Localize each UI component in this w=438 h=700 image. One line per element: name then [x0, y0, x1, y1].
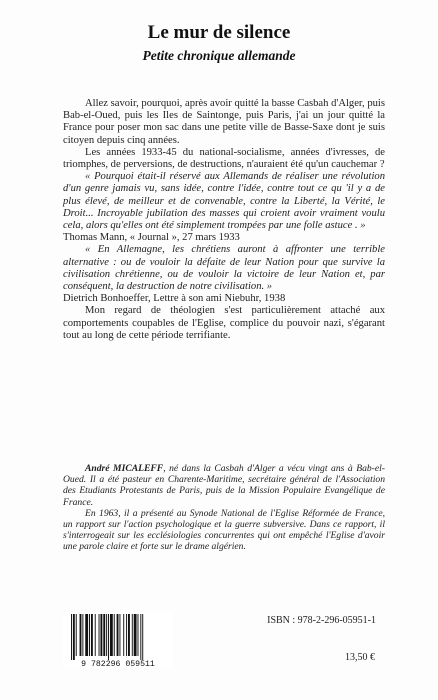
- bio-paragraph-2: En 1963, il a présenté au Synode National de l'Eglise Réformée de France, un rapport sur l'action psychologique et la guerre subversive. Dans ce rapport, il s'interrogeait sur les ecclésiologies concurrentes qui ont empêché l'Eglise d'avoir une parole claire et forte sur le drame algérien.: [63, 507, 385, 553]
- barcode-bar: [91, 614, 93, 656]
- barcode-bar: [73, 614, 75, 660]
- barcode-bar: [110, 614, 113, 656]
- barcode-bar: [71, 614, 72, 660]
- barcode-bar: [132, 614, 133, 656]
- quote-mann: « Pourquoi était-il réservé aux Allemands de réaliser une révolution d'un genre jamais vu, sans idée, contre l'idée, contre tout ce qu 'il y a de plus élevé, de meilleur et de convenable, contre la Liberté, la Vérité, le Droit... Incroyable jubilation des masses qui croient avoir vraiment voulu cela, alors qu'elles ont été simplement trompées par une folle astuce . »: [63, 171, 385, 232]
- barcode-bar: [128, 614, 130, 656]
- blurb: [63, 98, 385, 342]
- blurb-paragraph-2: Les années 1933-45 du national-socialisme, années d'ivresses, de triomphes, de perversions, de destructions, n'auraient été qu'un cauchemar ?: [63, 146, 385, 171]
- barcode-bar: [85, 614, 88, 656]
- quote-mann-source: Thomas Mann, « Journal », 27 mars 1933: [63, 232, 240, 244]
- book-title: Le mur de silence: [147, 22, 291, 43]
- barcode-bar: [82, 614, 83, 656]
- blurb-paragraph-3: Mon regard de théologien s'est particulièrement attaché aux comportements coupables de l'Eglise, complice du pouvoir nazi, s'égarant tout au long de cette période terrifiante.: [63, 305, 385, 341]
- quote-bonhoeffer-source: Dietrich Bonhoeffer, Lettre à son ami Niebuhr, 1938: [63, 293, 286, 305]
- barcode-bar: [142, 614, 143, 660]
- barcode-graphic: [63, 612, 173, 668]
- barcode-bar: [117, 614, 119, 656]
- author-bio: [63, 463, 385, 553]
- isbn: ISBN : 978-2-296-05951-1: [267, 615, 376, 626]
- barcode-bar: [119, 614, 120, 656]
- blurb-paragraph-1: Allez savoir, pourquoi, après avoir quitté la basse Casbah d'Alger, puis Bab-el-Oued, puis les Iles de Saintonge, puis Paris, j'ai un jour quitté la France pour poser mon sac dans une petite ville de Basse-Saxe dont je suis citoyen depuis cinq années.: [63, 98, 385, 146]
- barcode-bar: [108, 614, 109, 660]
- bio-paragraph-1-text: , né dans la Casbah d'Alger a vécu vingt ans à Bab-el-Oued. Il a été pasteur en Charente-Maritime, secrétaire général de l'Association des Etudiants Protestants de Paris, puis de la Mission Populaire Evangélique de France.: [63, 463, 385, 508]
- barcode-digits: 9 782296 059511: [81, 660, 155, 668]
- barcode-bar: [114, 614, 115, 656]
- barcode-bar: [103, 614, 105, 656]
- barcode-bar: [126, 614, 127, 656]
- barcode: [63, 612, 173, 668]
- barcode-bar: [100, 614, 102, 656]
- barcode-bar: [76, 614, 77, 656]
- barcode-bar: [123, 614, 124, 656]
- barcode-bar: [138, 614, 139, 656]
- barcode-bar: [89, 614, 90, 656]
- quote-bonhoeffer: « En Allemagne, les chrétiens auront à affronter une terrible alternative : ou de vouloir la défaite de leur Nation pour que survive la civilisation chrétienne, ou de vouloir la victoire de leur Nation et, par conséquent, la destruction de notre civilisation. »: [63, 244, 385, 293]
- barcode-bar: [95, 614, 96, 656]
- barcode-bar: [99, 614, 100, 656]
- barcode-bar: [140, 614, 141, 660]
- book-subtitle: Petite chronique allemande: [142, 48, 296, 63]
- barcode-bar: [106, 614, 107, 656]
- bio-paragraph-1: [63, 463, 385, 508]
- barcode-bar: [134, 614, 137, 656]
- price: 13,50 €: [345, 652, 375, 663]
- barcode-bar: [80, 614, 82, 656]
- author-name: André MICALEFF: [85, 463, 164, 474]
